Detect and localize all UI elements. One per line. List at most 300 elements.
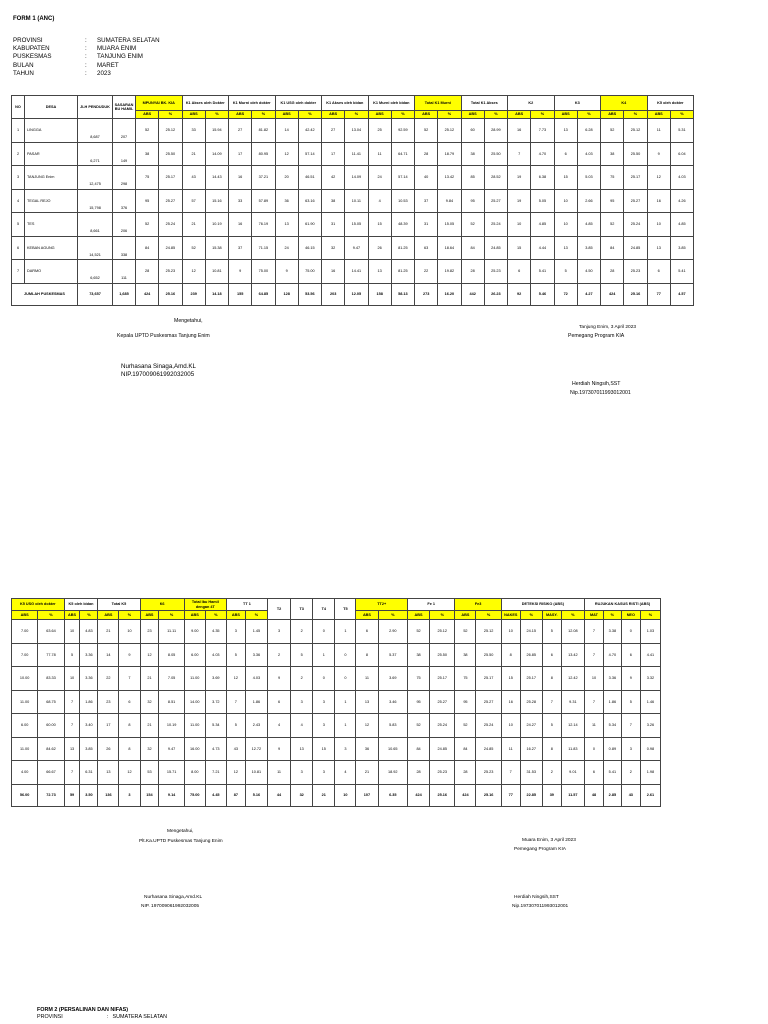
row-value: 75 (455, 667, 476, 691)
row-value: 38 (136, 142, 159, 166)
row-value: 77.78 (38, 643, 64, 667)
row-value: 36 (356, 737, 378, 761)
row-value: 6 (647, 260, 670, 284)
row-value: 24 (368, 166, 391, 190)
row-value: 16 (322, 260, 345, 284)
row-value: 4.03 (245, 667, 267, 691)
row-value: 28 (601, 260, 624, 284)
table2-sub-risiko: MASY. (542, 611, 561, 620)
row-sasaran: 206 (113, 213, 136, 237)
row-value: 3 (335, 737, 356, 761)
table2-group-head: Total K5 (98, 599, 140, 611)
row-value: 6 (508, 260, 531, 284)
row-value: 10.65 (378, 737, 407, 761)
total-value: 25.16 (624, 283, 647, 305)
row-value: 24.85 (159, 236, 182, 260)
row-value: 24.85 (624, 236, 647, 260)
row-value: 52 (601, 119, 624, 143)
row-value: 21 (140, 667, 159, 691)
total-value: 11.57 (561, 784, 584, 806)
row-value: 75 (408, 667, 430, 691)
table2-group-head: Fe3 (455, 599, 501, 611)
row-value: 9 (119, 643, 140, 667)
row-value: 37 (229, 236, 252, 260)
row-value: 5 (226, 643, 245, 667)
row-value: 10 (508, 213, 531, 237)
row-value: 6 (621, 643, 640, 667)
row-value: 14 (98, 643, 119, 667)
row-value: 3 (313, 714, 335, 738)
row-value: 25.24 (159, 213, 182, 237)
total-value: 64.85 (252, 283, 275, 305)
total-value: 16.20 (438, 283, 461, 305)
row-value: 48.39 (391, 213, 414, 237)
total-value: 44 (267, 784, 290, 806)
row-no: 7 (12, 260, 25, 284)
row-value: 33 (182, 119, 205, 143)
row-value: 52 (455, 620, 476, 644)
table2-sub-pct: % (378, 611, 407, 620)
row-value: 6.38 (531, 166, 554, 190)
row-value: 3.36 (603, 667, 621, 691)
row-value: 37 (415, 189, 438, 213)
table1-row (12, 260, 694, 284)
row-value: 1.86 (80, 690, 98, 714)
row-value: 6 (542, 643, 561, 667)
row-value: 13 (647, 236, 670, 260)
row-value: 75 (601, 166, 624, 190)
row-value: 25.17 (159, 166, 182, 190)
row-value: 60 (461, 119, 484, 143)
row-value: 57 (182, 189, 205, 213)
row-value: 3.36 (245, 643, 267, 667)
row-value: 25.27 (484, 189, 507, 213)
row-value: 32 (140, 690, 159, 714)
row-value: 12 (275, 142, 298, 166)
table2-sub-abs: ABS (356, 611, 378, 620)
row-value: 1.86 (603, 690, 621, 714)
total-value: 239 (182, 283, 205, 305)
row-desa: PASAR (25, 142, 78, 166)
row-desa: TANJUNG Enim (25, 166, 78, 190)
row-value: 28.52 (484, 166, 507, 190)
row-value: 9.47 (159, 737, 184, 761)
row-value: 46.15 (298, 236, 321, 260)
table1-group-head: K1 Murni oleh dokter (229, 96, 276, 111)
total-value: 26.23 (484, 283, 507, 305)
row-value: 81.25 (391, 260, 414, 284)
table1-group-head: K2 (508, 96, 555, 111)
row-value: 5.37 (378, 643, 407, 667)
row-value: 25.27 (476, 690, 501, 714)
row-value: 0 (313, 667, 335, 691)
total-value: 92 (508, 283, 531, 305)
row-value: 14.41 (345, 260, 368, 284)
row-value: 25.17 (520, 667, 542, 691)
table1-sub-abs: ABS (415, 111, 438, 119)
row-value: 10.19 (205, 213, 228, 237)
row-value: 4.70 (531, 142, 554, 166)
row-value: 23 (140, 620, 159, 644)
total-value: 77 (501, 784, 520, 806)
row-value: 27 (229, 119, 252, 143)
row-value: 5 (542, 714, 561, 738)
info-key: PUSKESMAS (13, 53, 52, 61)
row-value: 32 (140, 737, 159, 761)
info-value: MUARA ENIM (97, 45, 137, 53)
table2-sub-rujukan: % (640, 611, 660, 620)
row-value: 13 (356, 690, 378, 714)
row-value: 38 (408, 643, 430, 667)
total-value: 77 (647, 283, 670, 305)
sig2-mengetahui: Mengetahui, (167, 829, 194, 834)
row-value: 95 (408, 690, 430, 714)
total-value: 25.16 (476, 784, 501, 806)
table1-head-desa: DESA (25, 96, 78, 119)
table1-sub-abs: ABS (322, 111, 345, 119)
row-value: 25.24 (484, 213, 507, 237)
row-value: 3.36 (80, 667, 98, 691)
row-value: 84 (136, 236, 159, 260)
row-value: 24.15 (520, 620, 542, 644)
total-value: 14.18 (205, 283, 228, 305)
table1-total-row (12, 283, 694, 305)
row-value: 7 (64, 690, 80, 714)
table1-group-head: K4 (601, 96, 648, 111)
row-value: 16.00 (184, 737, 205, 761)
table2-row (12, 761, 661, 785)
row-value: 75.00 (298, 260, 321, 284)
row-value: 17 (229, 142, 252, 166)
table1-group-head: K1 USG oleh dokter (275, 96, 322, 111)
row-value: 42 (322, 166, 345, 190)
total-value: 4.57 (670, 283, 693, 305)
row-value: 9 (647, 142, 670, 166)
total-value: 424 (601, 283, 624, 305)
row-value: 6 (554, 142, 577, 166)
row-value: 3.26 (640, 714, 660, 738)
row-value: 60.00 (38, 714, 64, 738)
row-value: 12 (226, 761, 245, 785)
info-row (13, 62, 160, 70)
table1-sub-pct: % (298, 111, 321, 119)
row-value: 9 (267, 737, 290, 761)
row-value: 28 (455, 761, 476, 785)
row-sasaran: 376 (113, 189, 136, 213)
table2-group-head: T3 (291, 599, 313, 620)
total-value: 43 (621, 784, 640, 806)
row-value: 5 (621, 690, 640, 714)
row-value: 25.50 (476, 643, 501, 667)
row-value: 12.42 (561, 667, 584, 691)
sig1-pemegang-name: Herdiah Ningsih,SST (572, 381, 621, 387)
table1-group-head: Total K1 Murni (415, 96, 462, 111)
row-value: 19.82 (438, 260, 461, 284)
row-value: 7.21 (205, 761, 226, 785)
row-value: 24.85 (484, 236, 507, 260)
table2-group-head: Total Ibu Hamil dengan 4T (184, 599, 226, 611)
row-value: 12.72 (245, 737, 267, 761)
row-value: 5.41 (670, 260, 693, 284)
row-value: 3.46 (378, 690, 407, 714)
row-value: 10.81 (205, 260, 228, 284)
table2-row (12, 714, 661, 738)
row-value: 10 (501, 714, 520, 738)
row-desa: TES (25, 213, 78, 237)
info-key: TAHUN (13, 69, 34, 77)
table2-sub-abs: ABS (408, 611, 430, 620)
row-value: 33 (229, 189, 252, 213)
form2-province-row (37, 1014, 167, 1020)
row-value: 17 (322, 142, 345, 166)
row-value: 0 (584, 737, 603, 761)
row-value: 8.05 (159, 643, 184, 667)
sig2-pemegang-name: Herdiah Ningsih,SST (514, 895, 559, 900)
row-value: 3 (291, 761, 313, 785)
row-value: 24.85 (476, 737, 501, 761)
row-value: 5 (64, 643, 80, 667)
row-value: 21 (182, 142, 205, 166)
row-value: 28.99 (484, 119, 507, 143)
table1-group-head: Total K1 Akses (461, 96, 508, 111)
row-value: 15 (554, 166, 577, 190)
sig2-kepala-name: Nurhasana Sinaga,Amd.KL (144, 895, 203, 900)
row-value: 0.89 (603, 737, 621, 761)
row-value: 57.89 (252, 189, 275, 213)
row-value: 7 (226, 690, 245, 714)
table2-sub-abs: ABS (140, 611, 159, 620)
info-row (13, 37, 160, 45)
table2-sub-pct: % (430, 611, 455, 620)
row-value: 2 (542, 761, 561, 785)
table2-group-head: TT2+ (356, 599, 408, 611)
row-value: 11 (584, 714, 603, 738)
row-value: 95 (136, 189, 159, 213)
row-value: 25.17 (624, 166, 647, 190)
table2-sub-abs: ABS (12, 611, 38, 620)
sig1-place-date: Tanjung Enim, 3 April 2023 (579, 325, 637, 330)
row-no: 4 (12, 189, 25, 213)
table2-sub-abs: ABS (98, 611, 119, 620)
row-value: 15.16 (205, 189, 228, 213)
row-value: 7 (501, 761, 520, 785)
row-sasaran: 338 (113, 236, 136, 260)
row-value: 25.17 (476, 667, 501, 691)
table2-sub-rujukan: NEO (621, 611, 640, 620)
total-value: 10 (335, 784, 356, 806)
row-value: 25.50 (484, 142, 507, 166)
row-value: 13.42 (438, 166, 461, 190)
row-sasaran: 298 (113, 166, 136, 190)
table2-row (12, 620, 661, 644)
row-value: 2 (267, 643, 290, 667)
row-value: 14.09 (205, 142, 228, 166)
row-value: 5.34 (603, 714, 621, 738)
row-value: 15 (368, 213, 391, 237)
table2-sub-pct: % (38, 611, 64, 620)
row-value: 38 (601, 142, 624, 166)
info-colon: : (85, 61, 87, 69)
table1-group-head: K5 oleh dokter (647, 96, 694, 111)
table2-sub-pct: % (205, 611, 226, 620)
row-value: 4 (291, 714, 313, 738)
row-value: 4 (335, 761, 356, 785)
row-value: 5.05 (531, 189, 554, 213)
table2-group-head: K5 oleh bidan (64, 599, 98, 611)
row-value: 9.84 (438, 189, 461, 213)
row-value: 0 (335, 643, 356, 667)
row-no: 6 (12, 236, 25, 260)
row-value: 3.72 (205, 690, 226, 714)
row-value: 1.98 (640, 761, 660, 785)
row-value: 1 (335, 620, 356, 644)
row-value: 4.73 (205, 737, 226, 761)
row-desa: LINGGA (25, 119, 78, 143)
row-value: 10.00 (12, 667, 38, 691)
total-value: 424 (455, 784, 476, 806)
row-value: 5.41 (531, 260, 554, 284)
row-no: 5 (12, 213, 25, 237)
form2-title: FORM 2 (PERSALINAN DAN NIFAS) (37, 1007, 129, 1013)
info-colon: : (85, 53, 87, 61)
row-value: 9.47 (345, 236, 368, 260)
row-value: 25.23 (159, 260, 182, 284)
row-value: 85 (461, 166, 484, 190)
row-value: 12 (119, 761, 140, 785)
row-jlh: 12,475 (78, 166, 113, 190)
row-value: 52 (136, 213, 159, 237)
row-value: 25.23 (476, 761, 501, 785)
row-value: 20 (275, 166, 298, 190)
info-colon: : (85, 37, 87, 44)
row-value: 25.23 (484, 260, 507, 284)
row-value: 23 (98, 690, 119, 714)
row-value: 28 (415, 142, 438, 166)
total-value: 6.35 (378, 784, 407, 806)
row-value: 8 (119, 737, 140, 761)
row-jlh: 8,687 (78, 119, 113, 143)
row-value: 4.03 (205, 643, 226, 667)
table1-row (12, 166, 694, 190)
row-value: 81.82 (252, 119, 275, 143)
row-value: 24.27 (520, 714, 542, 738)
table1-row (12, 213, 694, 237)
row-value: 7 (584, 690, 603, 714)
row-value: 10 (554, 213, 577, 237)
row-value: 4.70 (603, 643, 621, 667)
row-value: 12.14 (561, 714, 584, 738)
row-value: 11.00 (12, 737, 38, 761)
row-value: 25.28 (520, 690, 542, 714)
row-desa: KEBAN AGUNG (25, 236, 78, 260)
row-value: 8 (356, 643, 378, 667)
row-value: 25.27 (624, 189, 647, 213)
table2-group-head: K5 USG oleh dokter (12, 599, 65, 611)
row-value: 75 (136, 166, 159, 190)
sig2-place-date: Muara Enim, 3 April 2023 (522, 838, 576, 843)
row-value: 21 (182, 213, 205, 237)
info-row (13, 53, 160, 61)
row-value: 9.01 (561, 761, 584, 785)
table1-row (12, 236, 694, 260)
sig1-kepala-name: Nurhasana Sinaga,Amd.KL (121, 363, 196, 370)
row-value: 6.00 (12, 714, 38, 738)
row-value: 15.71 (159, 761, 184, 785)
table1-group-head: K1 Akses oleh bidan (322, 96, 369, 111)
table1-sub-pct: % (577, 111, 600, 119)
row-value: 4.00 (12, 761, 38, 785)
info-value: TANJUNG ENIM (97, 53, 143, 61)
row-value: 4.26 (670, 189, 693, 213)
total-value: 155 (229, 283, 252, 305)
table1-head-jlh: JLH PENDUDUK (78, 96, 113, 119)
row-value: 46.51 (298, 166, 321, 190)
table2-sub-rujukan: MAT (584, 611, 603, 620)
row-value: 4.50 (577, 260, 600, 284)
total-value: 154 (140, 784, 159, 806)
row-value: 10.19 (159, 714, 184, 738)
row-value: 36 (275, 189, 298, 213)
row-value: 13.42 (561, 643, 584, 667)
row-value: 11.11 (159, 620, 184, 644)
row-value: 2 (291, 620, 313, 644)
row-value: 16.27 (520, 737, 542, 761)
sig1-kepala-title: Kepala UPTD Puskesmas Tanjung Enim (117, 333, 210, 339)
row-value: 5 (542, 620, 561, 644)
row-value: 19 (508, 166, 531, 190)
sig1-pemegang-title: Pemegang Program KIA (568, 333, 625, 339)
table1-sub-pct: % (484, 111, 507, 119)
total-sasaran: 1,685 (113, 283, 136, 305)
total-value: 25.16 (430, 784, 455, 806)
row-value: 13 (98, 761, 119, 785)
row-value: 13 (554, 119, 577, 143)
total-jlh: 73,657 (78, 283, 113, 305)
table2-group-head: T2 (267, 599, 290, 620)
total-value: 32 (291, 784, 313, 806)
row-value: 5 (554, 260, 577, 284)
row-value: 7 (508, 142, 531, 166)
row-value: 66.67 (38, 761, 64, 785)
row-value: 10 (64, 667, 80, 691)
row-value: 25.12 (430, 620, 455, 644)
table2-sub-risiko: NAKES (501, 611, 520, 620)
total-value: 203 (322, 283, 345, 305)
table1-sub-abs: ABS (275, 111, 298, 119)
row-value: 3 (313, 690, 335, 714)
row-no: 2 (12, 142, 25, 166)
row-value: 84 (601, 236, 624, 260)
row-sasaran: 149 (113, 142, 136, 166)
row-value: 10 (584, 667, 603, 691)
table1-row (12, 189, 694, 213)
row-value: 25.12 (438, 119, 461, 143)
row-value: 21 (140, 714, 159, 738)
row-value: 11 (647, 119, 670, 143)
row-value: 22 (98, 667, 119, 691)
row-value: 10 (501, 620, 520, 644)
info-key: BULAN (13, 61, 34, 69)
sig2-kepala-nip: NIP. 197009061992032005 (141, 904, 200, 909)
row-value: 21 (98, 620, 119, 644)
row-value: 10 (554, 189, 577, 213)
table2-row (12, 737, 661, 761)
row-value: 18.79 (438, 142, 461, 166)
row-value: 25 (368, 119, 391, 143)
row-sasaran: 207 (113, 119, 136, 143)
row-value: 28 (461, 260, 484, 284)
row-value: 15 (313, 737, 335, 761)
